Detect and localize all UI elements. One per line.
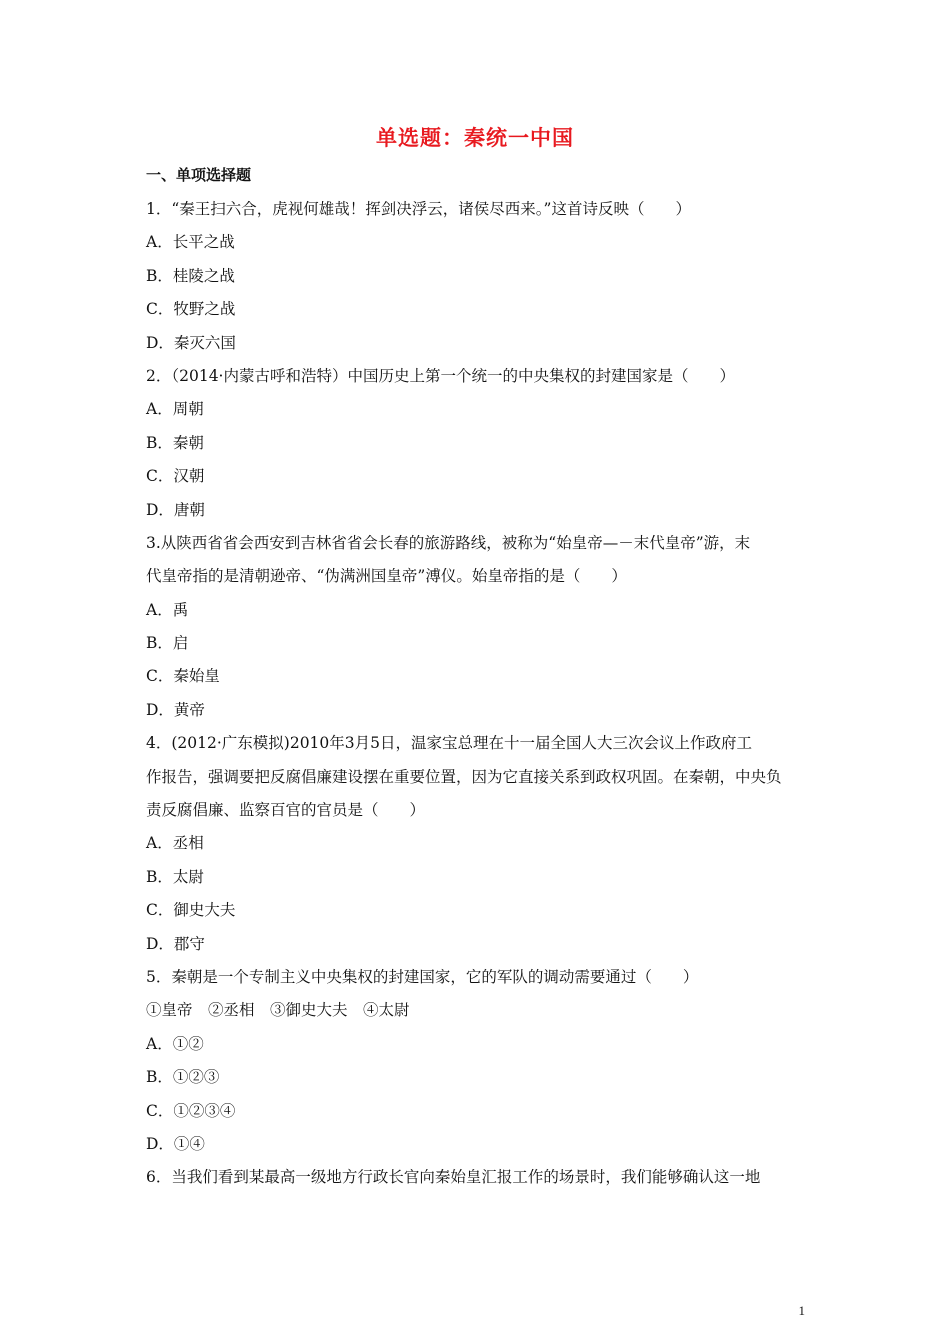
option-a: A．①② bbox=[146, 1034, 204, 1053]
option-d: D．唐朝 bbox=[146, 500, 205, 519]
option-a: A．周朝 bbox=[146, 400, 204, 419]
option-b: B．太尉 bbox=[146, 867, 204, 886]
question-stem-line: 代皇帝指的是清朝逊帝、“伪满洲国皇帝”溥仪。始皇帝指的是（ ） bbox=[146, 567, 627, 586]
option-d: D．①④ bbox=[146, 1134, 205, 1153]
question-stem: 5．秦朝是一个专制主义中央集权的封建国家，它的军队的调动需要通过（ ） bbox=[146, 967, 699, 986]
option-b: B．启 bbox=[146, 634, 189, 653]
option-d: D．郡守 bbox=[146, 934, 205, 953]
option-c: C．①②③④ bbox=[146, 1101, 236, 1120]
question-stem-line: 作报告，强调要把反腐倡廉建设摆在重要位置，因为它直接关系到政权巩固。在秦朝，中央负 bbox=[146, 767, 782, 786]
page-number: 1 bbox=[798, 1303, 805, 1318]
option-b: B．秦朝 bbox=[146, 433, 204, 452]
question-stem-line: 3.从陕西省省会西安到吉林省省会长春的旅游路线，被称为“始皇帝—－末代皇帝”游，末 bbox=[146, 533, 751, 552]
option-c: C．牧野之战 bbox=[146, 300, 236, 319]
option-a: A．禹 bbox=[146, 600, 189, 619]
option-c: C．御史大夫 bbox=[146, 901, 236, 920]
option-b: B．桂陵之战 bbox=[146, 266, 235, 285]
option-a: A．长平之战 bbox=[146, 233, 235, 252]
page-title: 单选题：秦统一中国 bbox=[376, 126, 574, 150]
question-stem: 2．（2014·内蒙古呼和浩特）中国历史上第一个统一的中央集权的封建国家是（ ） bbox=[146, 366, 735, 385]
option-d: D．黄帝 bbox=[146, 700, 205, 719]
section-heading: 一、单项选择题 bbox=[146, 166, 252, 184]
question-stem: 1．“秦王扫六合，虎视何雄哉！挥剑决浮云，诸侯尽西来。”这首诗反映（ ） bbox=[146, 200, 691, 218]
option-c: C．汉朝 bbox=[146, 467, 205, 486]
question-stem-line: 4．(2012·广东模拟)2010年3月5日，温家宝总理在十一届全国人大三次会议上作政府工 bbox=[146, 734, 753, 753]
option-d: D．秦灭六国 bbox=[146, 333, 236, 352]
question-stem-line: 责反腐倡廉、监察百官的官员是（ ） bbox=[146, 801, 426, 820]
option-a: A．丞相 bbox=[146, 834, 204, 853]
question-choices: ①皇帝 ②丞相 ③御史大夫 ④太尉 bbox=[146, 1001, 410, 1020]
question-stem: 6．当我们看到某最高一级地方行政长官向秦始皇汇报工作的场景时，我们能够确认这一地 bbox=[146, 1168, 761, 1187]
option-b: B．①②③ bbox=[146, 1068, 220, 1087]
question-list bbox=[146, 193, 810, 1195]
option-c: C．秦始皇 bbox=[146, 667, 220, 686]
